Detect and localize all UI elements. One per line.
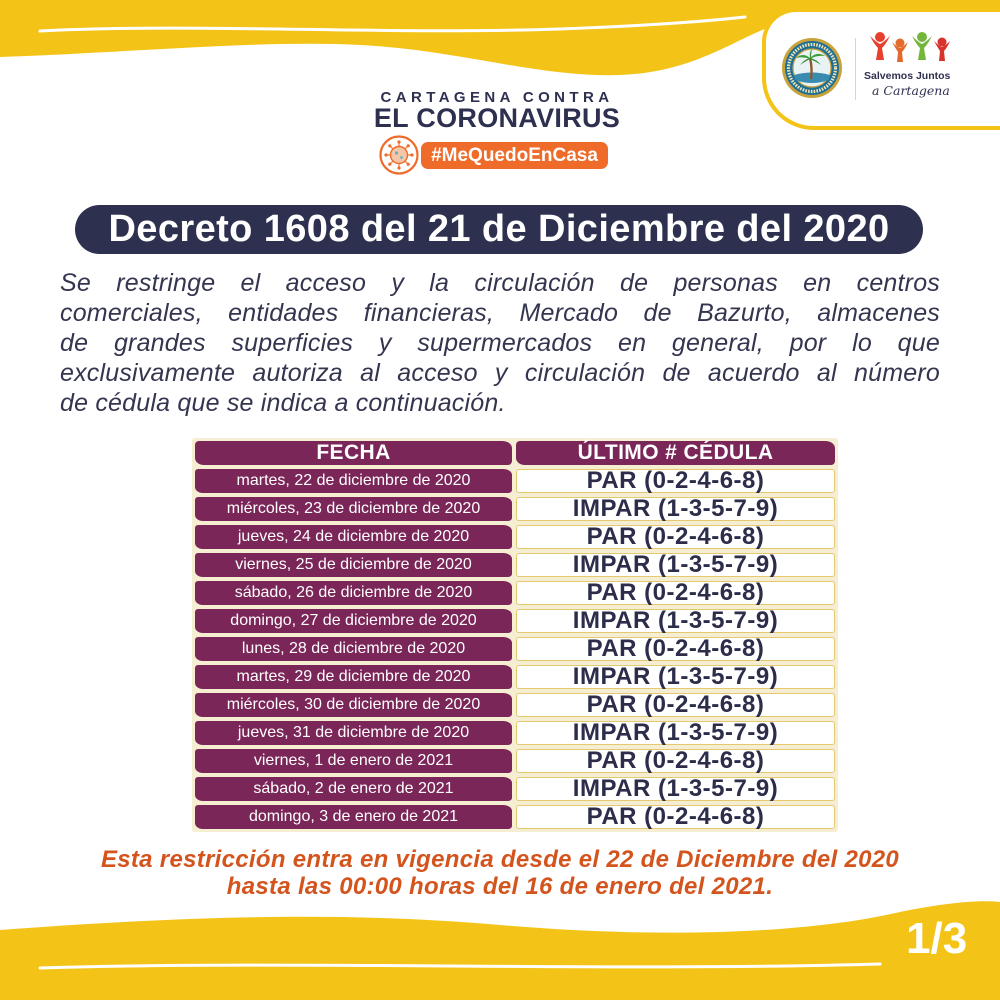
decree-line: Se restringe el acceso y la circulación de personas en centros: [60, 269, 940, 297]
decree-line: exclusivamente autoriza al acceso y circulación de acuerdo al número: [60, 359, 940, 387]
date-cell: martes, 22 de diciembre de 2020: [195, 469, 512, 493]
date-cell: sábado, 26 de diciembre de 2020: [195, 581, 512, 605]
cedula-cell: PAR (0-2-4-6-8): [516, 693, 835, 717]
header-fecha: FECHA: [195, 441, 512, 465]
virus-icon: [378, 134, 420, 176]
table-row: [195, 774, 835, 802]
table-row: [195, 494, 835, 522]
cedula-cell: PAR (0-2-4-6-8): [516, 637, 835, 661]
date-cell: domingo, 3 de enero de 2021: [195, 805, 512, 829]
date-cell: viernes, 1 de enero de 2021: [195, 749, 512, 773]
cedula-cell: IMPAR (1-3-5-7-9): [516, 665, 835, 689]
cedula-cell: PAR (0-2-4-6-8): [516, 749, 835, 773]
cedula-cell: IMPAR (1-3-5-7-9): [516, 553, 835, 577]
cedula-cell: PAR (0-2-4-6-8): [516, 805, 835, 829]
date-cell: viernes, 25 de diciembre de 2020: [195, 553, 512, 577]
hashtag-badge: #MeQuedoEnCasa: [421, 142, 608, 169]
campaign-title: EL CORONAVIRUS: [373, 103, 621, 133]
table-row: [195, 466, 835, 494]
table-row: [195, 662, 835, 690]
cedula-cell: IMPAR (1-3-5-7-9): [516, 777, 835, 801]
cedula-cell: IMPAR (1-3-5-7-9): [516, 721, 835, 745]
date-cell: lunes, 28 de diciembre de 2020: [195, 637, 512, 661]
table-row: [195, 606, 835, 634]
table-row: [195, 746, 835, 774]
decree-line: de grandes superficies y supermercados en general, por lo que: [60, 329, 940, 357]
date-cell: domingo, 27 de diciembre de 2020: [195, 609, 512, 633]
cedula-cell: IMPAR (1-3-5-7-9): [516, 609, 835, 633]
date-cell: jueves, 31 de diciembre de 2020: [195, 721, 512, 745]
cedula-cell: PAR (0-2-4-6-8): [516, 525, 835, 549]
notice-line: Esta restricción entra en vigencia desde el 22 de Diciembre del 2020: [100, 846, 900, 873]
bottom-wave-band: [0, 880, 1000, 1000]
table-row: [195, 634, 835, 662]
cedula-cell: PAR (0-2-4-6-8): [516, 469, 835, 493]
decree-line: comerciales, entidades financieras, Mercado de Bazurto, almacenes: [60, 299, 940, 327]
notice-line: hasta las 00:00 horas del 16 de enero del 2021.: [226, 873, 774, 900]
brand-name: Salvemos Juntos: [864, 70, 951, 82]
campaign-kicker: CARTAGENA CONTRA: [380, 89, 614, 106]
table-row: [195, 690, 835, 718]
cedula-cell: PAR (0-2-4-6-8): [516, 581, 835, 605]
cedula-schedule-table: [192, 438, 838, 832]
table-row: [195, 522, 835, 550]
cedula-cell: IMPAR (1-3-5-7-9): [516, 497, 835, 521]
table-row: [195, 578, 835, 606]
header-ultimo-cedula: ÚLTIMO # CÉDULA: [516, 441, 835, 465]
salvemos-juntos-figures-icon: [868, 30, 952, 70]
decree-line: de cédula que se indica a continuación.: [60, 389, 506, 417]
table-row: [195, 802, 835, 830]
date-cell: sábado, 2 de enero de 2021: [195, 777, 512, 801]
date-cell: jueves, 24 de diciembre de 2020: [195, 525, 512, 549]
date-cell: martes, 29 de diciembre de 2020: [195, 665, 512, 689]
table-row: [195, 718, 835, 746]
table-header-row: [195, 441, 835, 465]
date-cell: miércoles, 30 de diciembre de 2020: [195, 693, 512, 717]
table-row: [195, 550, 835, 578]
decree-description: [60, 268, 940, 418]
date-cell: miércoles, 23 de diciembre de 2020: [195, 497, 512, 521]
decree-title: Decreto 1608 del 21 de Diciembre del 2020: [75, 205, 923, 254]
brand-tagline: a Cartagena: [872, 83, 950, 98]
page-indicator: 1/3: [906, 914, 968, 963]
